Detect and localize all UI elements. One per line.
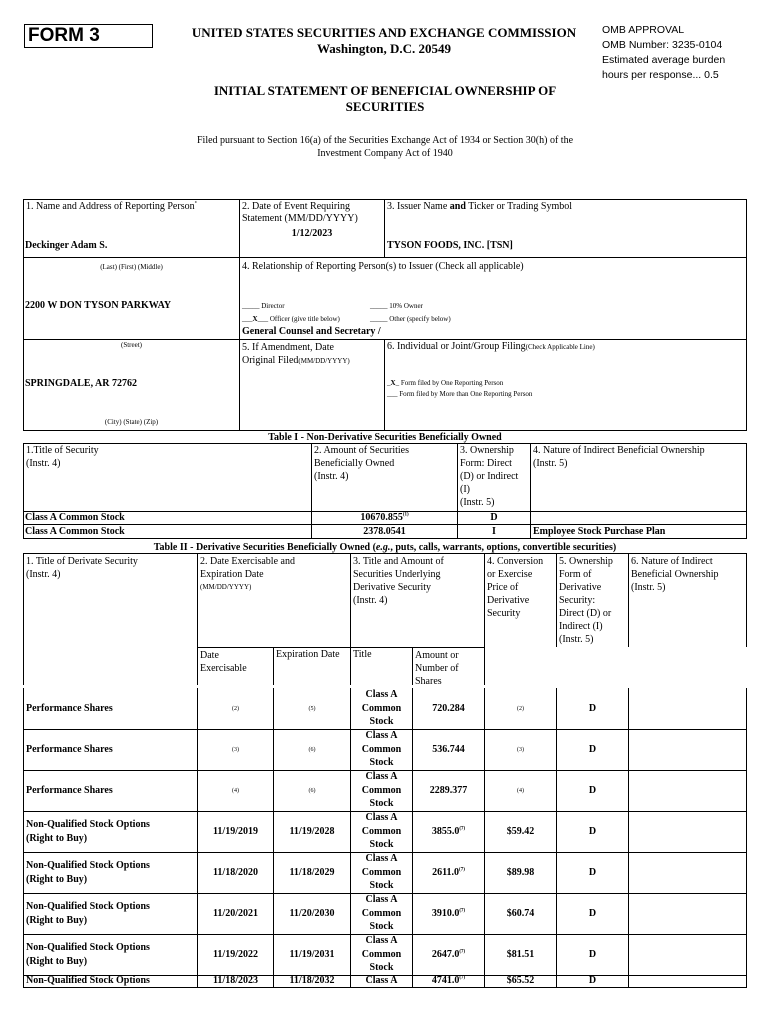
t2-row-title <box>24 770 195 811</box>
t2-row-security-title <box>351 811 412 852</box>
t2-header-line: 4. Conversion <box>487 556 544 567</box>
event-date-label-line: 2. Date of Event Requiring <box>242 201 351 212</box>
t2-row-ownership-form <box>557 811 628 852</box>
t2-row-date-exercisable-value: (4) <box>232 787 239 794</box>
t2-row-security-title <box>351 893 412 934</box>
t2-row-expiration-value: (6) <box>308 746 316 753</box>
reporting-person-city: SPRINGDALE, AR 72762 <box>25 378 137 389</box>
t2-row-title-line: Performance Shares <box>26 702 113 714</box>
t2-row-date-exercisable <box>198 852 273 893</box>
t2-row-security-title <box>351 729 412 770</box>
t2-row-ownership-form <box>557 852 628 893</box>
t2-row-title-line: Performance Shares <box>26 743 113 755</box>
t2-col1-header <box>26 555 138 581</box>
t2-subheader-line: Exercisable <box>200 663 247 674</box>
officer-title: General Counsel and Secretary / <box>242 326 381 337</box>
officer-checkbox[interactable] <box>242 315 340 323</box>
t2-row-amount-value: 2611.0 <box>432 867 460 878</box>
reporting-person-name: Deckinger Adam S. <box>25 240 108 251</box>
table2-caption-eg: e.g. <box>375 542 391 553</box>
t2-row-date-exercisable-value: 11/18/2023 <box>212 975 258 986</box>
filed-line: Investment Company Act of 1940 <box>317 148 453 159</box>
t2-row-security-line: Stock <box>369 839 394 851</box>
t2-row-ownership-form <box>557 893 628 934</box>
t2-row-date-exercisable-value: 11/20/2021 <box>212 908 258 919</box>
t2-row-price <box>485 852 556 893</box>
t2-row-price-value: $89.98 <box>506 867 535 878</box>
t2-row-amount <box>413 852 484 893</box>
t1-header-line: (I) <box>460 484 470 495</box>
t2-row-date-exercisable <box>198 688 273 729</box>
t2-row-ownership-form-value: D <box>588 785 597 796</box>
t1-header-line: (Instr. 4) <box>26 458 61 469</box>
t2-row-title-line: (Right to Buy) <box>26 914 88 926</box>
t2-row-amount-value: 3855.0 <box>431 826 460 837</box>
t2-row-price-value: $81.51 <box>506 949 535 960</box>
group-filer-option[interactable]: ___ Form filed by More than One Reporting Person <box>387 390 533 398</box>
amendment-label-line: 5. If Amendment, Date <box>242 342 334 353</box>
t2-header-line: Form of <box>559 569 592 580</box>
table1-caption: Table I - Non-Derivative Securities Beneficially Owned <box>268 432 502 443</box>
t2-header-line: (Instr. 4) <box>353 595 388 606</box>
t2-row-title-line: Non-Qualified Stock Options <box>26 859 150 871</box>
t1-header-line: Beneficially Owned <box>314 458 395 469</box>
t2-subheader-line: Amount or <box>415 650 459 661</box>
amendment-label-small: (MM/DD/YYYY) <box>298 357 350 365</box>
t2-row-price <box>485 974 556 987</box>
t2-header-line: Price of <box>487 582 519 593</box>
t2-header-line: Security <box>487 608 521 619</box>
t1-row-amount <box>312 526 457 537</box>
t2-header-line: (Instr. 5) <box>631 582 666 593</box>
t2-row-security-line: Class A <box>365 689 398 701</box>
t1-header-line: 1.Title of Security <box>26 445 99 456</box>
t2-row-title <box>24 811 195 852</box>
t2-header-line: Securities Underlying <box>353 569 441 580</box>
t2-header-line: 1. Title of Derivate Security <box>26 556 138 567</box>
form-label-box <box>24 24 153 48</box>
t2-row-ownership-form-value: D <box>588 949 597 960</box>
t2-header-line: 2. Date Exercisable and <box>200 556 295 567</box>
t1-header-line: (Instr. 5) <box>533 458 568 469</box>
t2-row-amount <box>413 688 484 729</box>
t2-header-line: 5. Ownership <box>559 556 613 567</box>
t2-header-line: (MM/DD/YYYY) <box>200 583 252 591</box>
asterisk-marker: * <box>194 201 198 207</box>
t2-row-security-line: Common <box>361 702 402 714</box>
reporting-person-label-text: 1. Name and Address of Reporting Person <box>26 201 195 212</box>
officer-checkbox-mark: X <box>252 315 258 323</box>
t2-row-title-line: (Right to Buy) <box>26 955 88 967</box>
t1-col4-header <box>533 444 705 470</box>
t2-header-line: Security: <box>559 595 596 606</box>
t2-sub-date-exercisable <box>200 649 247 675</box>
officer-checkbox-text: ___ Officer (give title below) <box>257 315 340 323</box>
t2-row-security-line: Common <box>361 743 402 755</box>
t2-row-title-line: (Right to Buy) <box>26 832 88 844</box>
filed-pursuant-note <box>150 134 620 160</box>
t2-row-price-value: $60.74 <box>506 908 535 919</box>
t2-row-ownership-form <box>557 729 628 770</box>
t2-row-date-exercisable <box>198 770 273 811</box>
omb-line: Estimated average burden <box>602 54 726 66</box>
t2-row-amount-value: 720.284 <box>432 703 465 714</box>
t2-row-expiration-value: 11/20/2030 <box>289 908 335 919</box>
t2-row-price <box>485 688 556 729</box>
t2-row-price <box>485 934 556 975</box>
single-filer-text: _ Form filed by One Reporting Person <box>395 379 504 387</box>
t2-row-security-title <box>351 934 412 975</box>
t2-row-price-value: $65.52 <box>506 975 535 986</box>
t1-row-title: Class A Common Stock <box>25 512 125 523</box>
name-caption: (Last) (First) (Middle) <box>100 263 163 271</box>
amendment-label <box>242 341 350 368</box>
issuer-label-text: Ticker or Trading Symbol <box>465 201 573 212</box>
t2-row-title-line: Non-Qualified Stock Options <box>26 900 150 912</box>
amendment-label-line: Original Filed <box>242 355 299 366</box>
t2-row-date-exercisable <box>198 893 273 934</box>
t2-row-security-line: Class A <box>365 935 398 947</box>
t2-row-price <box>485 770 556 811</box>
single-filer-mark: X <box>390 379 396 387</box>
t2-row-security-line: Stock <box>369 921 394 933</box>
t2-row-date-exercisable-value: (2) <box>232 705 239 712</box>
t2-row-security-line: Common <box>361 907 402 919</box>
t2-row-amount-value: 2647.0 <box>431 949 460 960</box>
t2-row-title <box>24 852 195 893</box>
t2-row-amount <box>413 811 484 852</box>
t2-row-security-title <box>351 974 412 987</box>
t1-col3-header <box>460 444 518 509</box>
t2-row-ownership-form-value: D <box>588 703 597 714</box>
form-title-line: INITIAL STATEMENT OF BENEFICIAL OWNERSHIP OF <box>213 83 557 98</box>
t2-row-security-title <box>351 688 412 729</box>
t2-col2-header <box>200 555 295 594</box>
table2-caption-text: Table II - Derivative Securities Beneficially Owned ( <box>153 542 376 553</box>
t2-row-security-title <box>351 770 412 811</box>
t2-row-amount <box>413 934 484 975</box>
t2-row-ownership-form <box>557 770 628 811</box>
t1-row-amount-value: 2378.0541 <box>363 526 406 537</box>
t2-row-amount-value: 2289.377 <box>429 785 468 796</box>
t2-row-date-exercisable-value: 11/19/2019 <box>212 826 258 837</box>
t2-row-ownership-form <box>557 688 628 729</box>
t2-row-date-exercisable <box>198 934 273 975</box>
ten-pct-owner-checkbox[interactable]: _____ 10% Owner <box>370 302 423 310</box>
footnote-marker: (7) <box>459 867 465 873</box>
filing-type-label-small: (Check Applicable Line) <box>525 343 595 351</box>
filed-line: Filed pursuant to Section 16(a) of the Securities Exchange Act of 1934 or Section 30(h) of the <box>196 135 574 146</box>
single-filer-pre: _ <box>387 379 391 387</box>
t1-header-line: Form: Direct <box>460 458 512 469</box>
t2-row-security-title <box>351 852 412 893</box>
t2-row-security-line: Common <box>361 866 402 878</box>
t2-subheader-line: Number of <box>415 663 459 674</box>
reporting-person-street: 2200 W DON TYSON PARKWAY <box>25 300 172 311</box>
form-label: FORM 3 <box>28 25 100 46</box>
t2-row-date-exercisable <box>198 974 273 987</box>
t2-row-date-exercisable <box>198 811 273 852</box>
t2-row-amount <box>413 974 484 987</box>
t2-row-price-value: (3) <box>517 746 524 753</box>
issuer-label <box>387 201 572 212</box>
t2-sub-expiration: Expiration Date <box>276 649 340 660</box>
other-checkbox[interactable]: _____ Other (specify below) <box>370 315 451 323</box>
t2-row-security-line: Class A <box>365 730 398 742</box>
t2-row-expiration-value: 11/19/2028 <box>289 826 335 837</box>
filing-type-label <box>387 341 595 352</box>
t1-row-form: D <box>490 512 498 523</box>
table2-caption <box>23 542 747 553</box>
t2-row-amount-value: 4741.0 <box>431 975 460 986</box>
t1-row-amount-value: 10670.855 <box>360 512 403 523</box>
t2-header-line: Direct (D) or <box>559 608 612 619</box>
t1-header-line: 2. Amount of Securities <box>314 445 409 456</box>
t2-col4-header <box>487 555 543 620</box>
t2-subheader-line: Date <box>200 650 219 661</box>
t2-row-title <box>24 729 195 770</box>
t2-header-line: (Instr. 5) <box>559 634 594 645</box>
t2-row-expiration-value: 11/18/2029 <box>289 867 335 878</box>
t1-header-line: (Instr. 5) <box>460 497 495 508</box>
t2-row-security-line: Common <box>361 825 402 837</box>
t2-row-price-value: (4) <box>517 787 524 794</box>
t2-subheader-line: Shares <box>415 676 442 687</box>
t2-row-expiration <box>274 770 350 811</box>
t2-row-expiration-value: 11/19/2031 <box>289 949 335 960</box>
t2-row-price <box>485 811 556 852</box>
issuer-label-and: and <box>449 201 466 212</box>
t1-row-form: I <box>492 526 496 537</box>
t2-row-amount <box>413 729 484 770</box>
omb-approval-block <box>602 23 725 83</box>
t2-header-line: Derivative <box>487 595 530 606</box>
city-caption: (City) (State) (Zip) <box>104 418 159 426</box>
event-date-value: 1/12/2023 <box>291 228 333 239</box>
t2-row-ownership-form-value: D <box>588 908 597 919</box>
t2-row-title-line: (Right to Buy) <box>26 873 88 885</box>
t2-row-expiration <box>274 811 350 852</box>
t2-col5-header <box>559 555 613 646</box>
t2-row-title <box>24 688 195 729</box>
t2-row-price <box>485 729 556 770</box>
t2-row-expiration <box>274 852 350 893</box>
agency-block <box>172 25 596 57</box>
t2-row-security-line: Class A <box>365 812 398 824</box>
t2-row-security-line: Class A <box>365 771 398 783</box>
t2-header-line: Indirect (I) <box>559 621 603 632</box>
event-date-label-line: Statement (MM/DD/YYYY) <box>242 213 358 224</box>
agency-name: UNITED STATES SECURITIES AND EXCHANGE COMMISSION <box>191 25 577 40</box>
t1-col1-header <box>26 444 99 470</box>
t1-row-amount <box>312 512 457 523</box>
t1-header-line: (D) or Indirect <box>460 471 519 482</box>
t2-row-security-line: Stock <box>369 880 394 892</box>
t2-row-price <box>485 893 556 934</box>
t2-row-security-line: Class A <box>365 974 398 986</box>
t2-header-line: or Exercise <box>487 569 533 580</box>
t2-header-line: Derivative Security <box>353 582 432 593</box>
t2-row-security-line: Stock <box>369 962 394 974</box>
t2-row-title-line: Non-Qualified Stock Options <box>26 818 150 830</box>
t2-row-amount <box>413 770 484 811</box>
issuer-value: TYSON FOODS, INC. [TSN] <box>387 240 513 251</box>
t2-row-title-line: Non-Qualified Stock Options <box>26 941 150 953</box>
t2-row-security-line: Common <box>361 948 402 960</box>
t2-row-date-exercisable-value: 11/19/2022 <box>212 949 258 960</box>
t2-row-title-line: Non-Qualified Stock Options <box>26 974 150 986</box>
t2-row-amount-value: 536.744 <box>432 744 465 755</box>
t2-header-line: 6. Nature of Indirect <box>631 556 713 567</box>
t2-row-expiration <box>274 893 350 934</box>
street-caption: (Street) <box>121 341 142 349</box>
t1-header-line: (Instr. 4) <box>314 471 349 482</box>
t1-header-line: 4. Nature of Indirect Beneficial Ownership <box>533 445 705 456</box>
form-title <box>170 83 600 115</box>
event-date-label <box>242 201 358 225</box>
t2-row-ownership-form-value: D <box>588 867 597 878</box>
t2-row-date-exercisable-value: (3) <box>232 746 239 753</box>
footnote-marker: (1) <box>402 512 409 518</box>
t2-row-ownership-form-value: D <box>588 744 597 755</box>
t2-col6-header <box>631 555 718 594</box>
t2-row-ownership-form-value: D <box>588 975 597 986</box>
reporting-person-label <box>26 201 197 212</box>
t1-col2-header <box>314 444 409 483</box>
t2-row-ownership-form <box>557 974 628 987</box>
t1-row-nature: Employee Stock Purchase Plan <box>533 526 666 537</box>
t2-row-ownership-form-value: D <box>588 826 597 837</box>
t2-row-price-value: (2) <box>517 705 524 712</box>
single-filer-option[interactable] <box>387 379 503 387</box>
footnote-marker: (7) <box>459 826 466 832</box>
t2-row-price-value: $59.42 <box>506 826 535 837</box>
table2-caption-text: , puts, calls, warrants, options, convertible securities) <box>390 542 617 553</box>
t2-row-security-line: Class A <box>365 853 398 865</box>
t2-sub-title: Title <box>353 649 372 660</box>
relationship-label: 4. Relationship of Reporting Person(s) to Issuer (Check all applicable) <box>242 261 524 272</box>
footnote-marker: (7) <box>459 949 466 955</box>
footnote-marker: (7) <box>459 908 466 914</box>
t2-row-ownership-form <box>557 934 628 975</box>
t2-row-date-exercisable-value: 11/18/2020 <box>212 867 258 878</box>
t2-row-expiration-value: 11/18/2032 <box>289 975 335 986</box>
t2-sub-amount <box>415 649 459 688</box>
omb-line: OMB Number: 3235-0104 <box>602 39 723 51</box>
t2-header-line: Expiration Date <box>200 569 264 580</box>
t2-row-security-line: Common <box>361 784 402 796</box>
t2-col3-header <box>353 555 444 607</box>
t2-row-expiration <box>274 688 350 729</box>
t2-row-security-line: Class A <box>365 894 398 906</box>
t2-row-security-line: Stock <box>369 757 394 769</box>
filing-type-label-text: 6. Individual or Joint/Group Filing <box>387 341 526 352</box>
t2-header-line: 3. Title and Amount of <box>353 556 444 567</box>
t2-row-expiration-value: (5) <box>308 705 316 712</box>
omb-line: hours per response... 0.5 <box>602 69 719 81</box>
footnote-marker: (7) <box>459 975 466 981</box>
t2-row-expiration <box>274 934 350 975</box>
t2-header-line: Beneficial Ownership <box>631 569 719 580</box>
t1-row-title: Class A Common Stock <box>25 526 125 537</box>
t2-row-title-line: Performance Shares <box>26 784 113 796</box>
t2-row-amount-value: 3910.0 <box>431 908 460 919</box>
t2-header-line: (Instr. 4) <box>26 569 61 580</box>
t1-header-line: 3. Ownership <box>460 445 514 456</box>
agency-location: Washington, D.C. 20549 <box>317 41 451 56</box>
form-title-line: SECURITIES <box>345 99 425 114</box>
t2-row-expiration-value: (6) <box>308 787 316 794</box>
t2-row-title <box>24 934 195 975</box>
t2-row-expiration <box>274 974 350 987</box>
t2-row-security-line: Stock <box>369 716 394 728</box>
omb-line: OMB APPROVAL <box>602 24 685 36</box>
director-checkbox[interactable]: _____ Director <box>242 302 285 310</box>
t2-row-title <box>24 893 195 934</box>
t2-row-title <box>24 974 195 987</box>
t2-row-amount <box>413 893 484 934</box>
t2-row-security-line: Stock <box>369 798 394 810</box>
t2-row-expiration <box>274 729 350 770</box>
t2-row-date-exercisable <box>198 729 273 770</box>
t2-header-line: Derivative <box>559 582 602 593</box>
officer-checkbox-pre: ___ <box>242 315 253 323</box>
issuer-label-text: 3. Issuer Name <box>387 201 450 212</box>
